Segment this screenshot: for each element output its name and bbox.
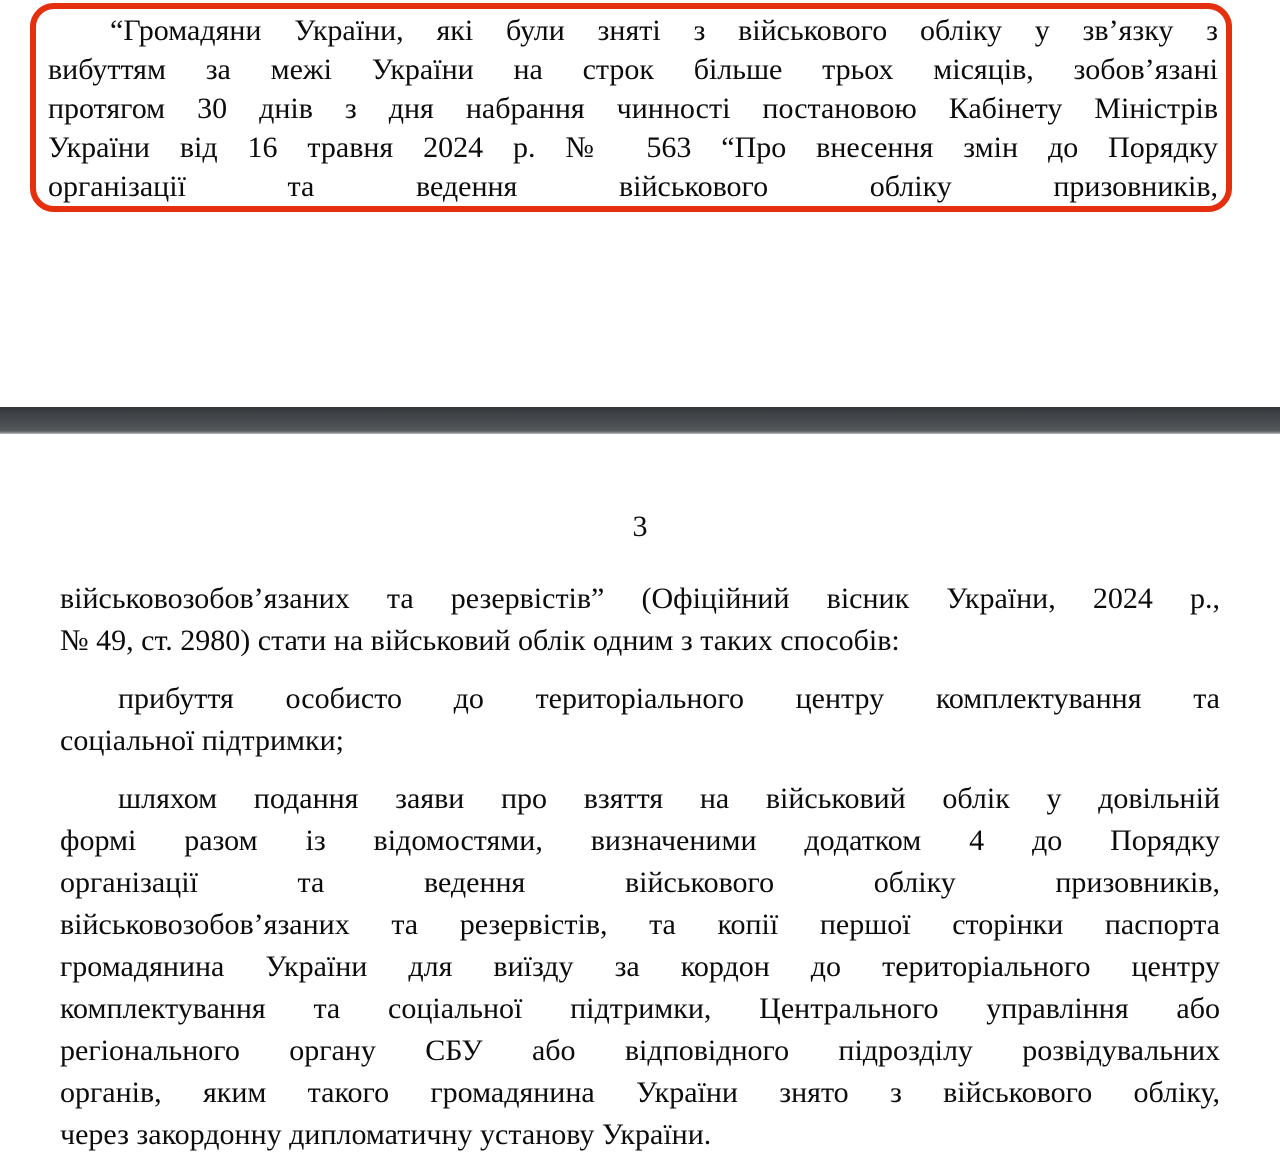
text-line: організації та ведення військового обліку призовників, [60, 866, 1220, 899]
page-body [60, 578, 1220, 1156]
text-line: шляхом подання заяви про взяття на військовий облік у довільній [118, 782, 1220, 815]
paragraph [60, 678, 1220, 762]
page-separator-bar [0, 407, 1280, 434]
highlight-annotation-box [30, 3, 1232, 212]
text-line: комплектування та соціальної підтримки, Центрального управління або [60, 992, 1220, 1025]
text-line: через закордонну дипломатичну установу України. [60, 1118, 712, 1151]
document-page [0, 3, 1280, 1156]
text-line: соціальної підтримки; [60, 724, 344, 757]
text-line: України від 16 травня 2024 р. № 563 “Про внесення змін до Порядку [48, 131, 1218, 164]
text-line: громадянина України для виїзду за кордон до територіального центру [60, 950, 1220, 983]
text-line: вибуттям за межі України на строк більше трьох місяців, зобов’язані [48, 53, 1218, 86]
text-line: № 49, ст. 2980) стати на військовий облік одним з таких способів: [60, 624, 900, 657]
text-line: протягом 30 днів з дня набрання чинності постановою Кабінету Міністрів [48, 92, 1218, 125]
text-line: формі разом із відомостями, визначеними додатком 4 до Порядку [60, 824, 1220, 857]
text-line: організації та ведення військового обліку призовників, [48, 170, 1218, 203]
text-line: “Громадяни України, які були зняті з військового обліку у зв’язку з [110, 14, 1218, 47]
text-line: військовозобов’язаних та резервістів” (Офіційний вісник України, 2024 р., [60, 582, 1220, 615]
text-line: регіонального органу СБУ або відповідного підрозділу розвідувальних [60, 1034, 1220, 1067]
text-line: органів, яким такого громадянина України знято з військового обліку, [60, 1076, 1220, 1109]
paragraph [60, 578, 1220, 662]
text-line: військовозобов’язаних та резервістів, та копії першої сторінки паспорта [60, 908, 1220, 941]
text-line: прибуття особисто до територіального центру комплектування та [118, 682, 1220, 715]
page-number: 3 [632, 510, 648, 543]
paragraph [60, 778, 1220, 1156]
